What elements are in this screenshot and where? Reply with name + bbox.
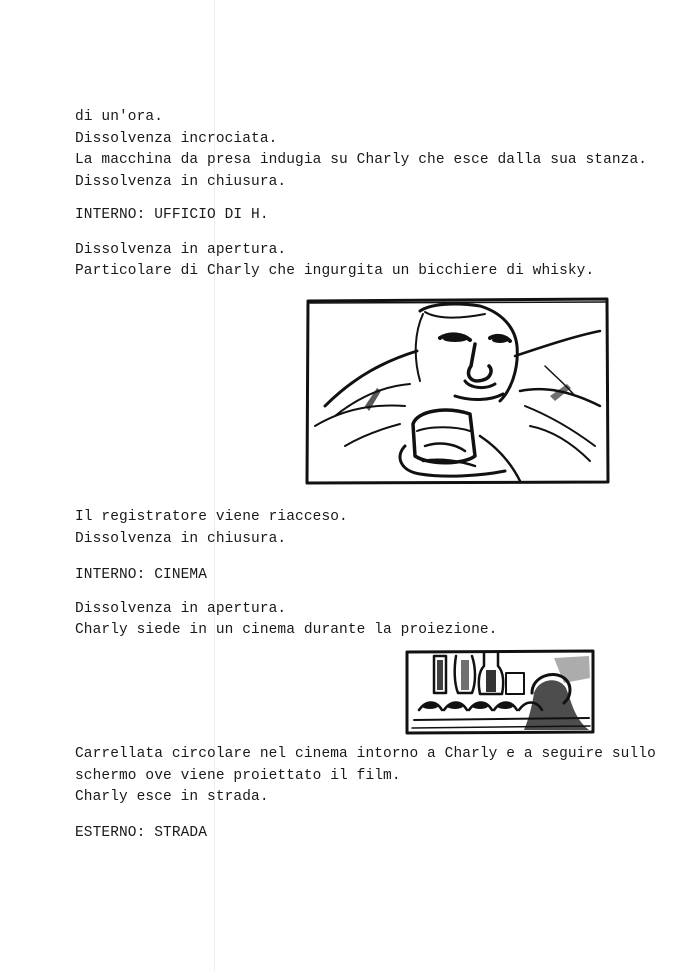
script-line: di un'ora. — [75, 109, 164, 125]
script-line: Charly esce in strada. — [75, 789, 269, 805]
script-line: Dissolvenza in chiusura. — [75, 174, 287, 190]
storyboard-sketch-whisky — [305, 296, 611, 486]
script-line: Charly siede in un cinema durante la proiezione. — [75, 622, 498, 638]
script-line: Dissolvenza incrociata. — [75, 131, 278, 147]
scene-heading: INTERNO: UFFICIO DI H. — [75, 207, 269, 223]
script-line: Il registratore viene riacceso. — [75, 509, 348, 525]
scene-heading: INTERNO: CINEMA — [75, 567, 208, 583]
script-line: schermo ove viene proiettato il film. — [75, 768, 401, 784]
storyboard-sketch-cinema — [404, 648, 596, 736]
script-line: Dissolvenza in apertura. — [75, 242, 287, 258]
script-line: La macchina da presa indugia su Charly che esce dalla sua stanza. — [75, 152, 648, 168]
script-line: Dissolvenza in apertura. — [75, 601, 287, 617]
script-line: Dissolvenza in chiusura. — [75, 531, 287, 547]
scene-heading: ESTERNO: STRADA — [75, 825, 208, 841]
script-line: Carrellata circolare nel cinema intorno a Charly e a seguire sullo — [75, 746, 656, 762]
script-line: Particolare di Charly che ingurgita un bicchiere di whisky. — [75, 263, 595, 279]
